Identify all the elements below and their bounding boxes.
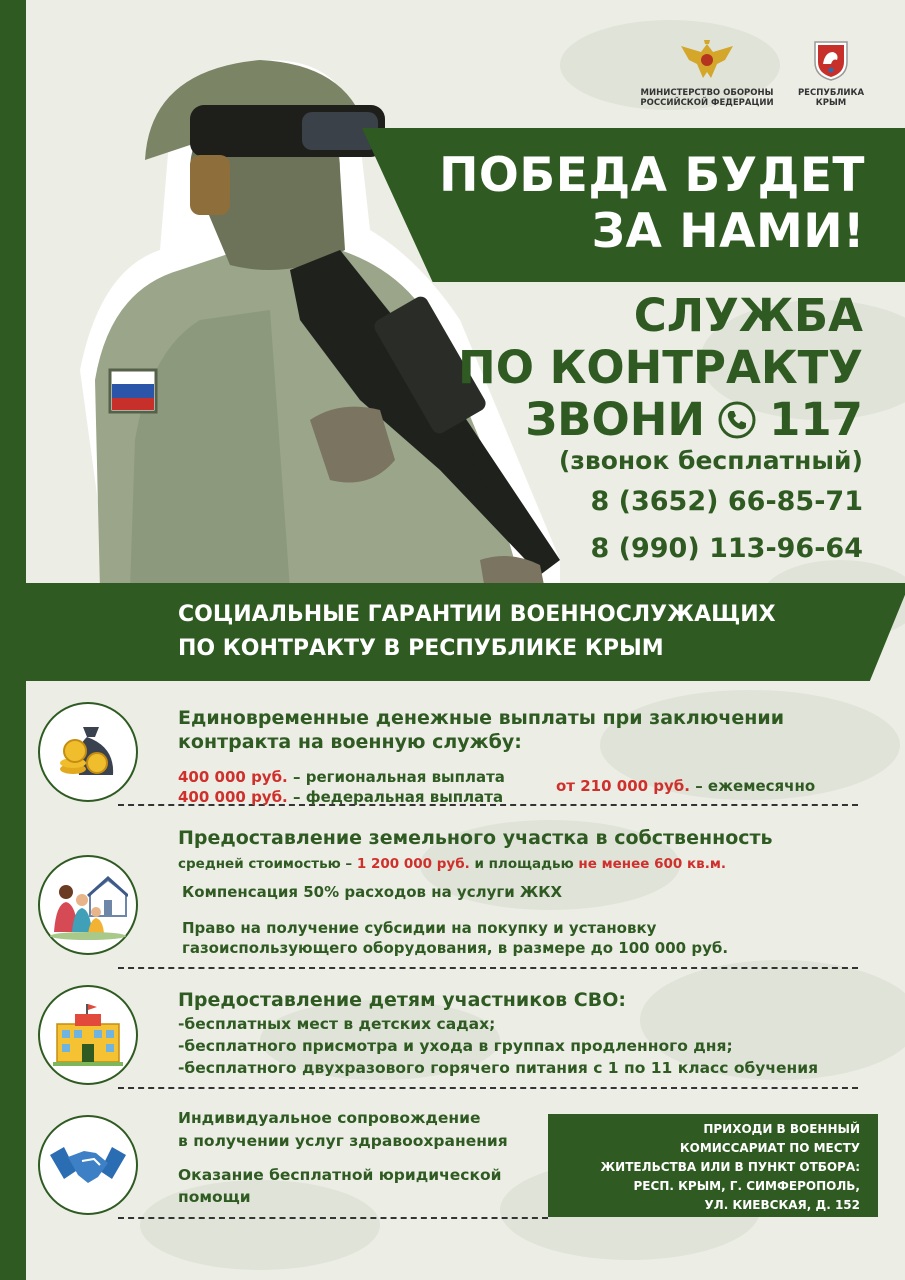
land-details [178,854,726,874]
phone-icon [717,400,757,440]
federal-amount: 400 000 руб. [178,788,288,806]
recruitment-office-box [548,1114,878,1217]
payments-title-line2: контракта на военную службу: [178,731,522,753]
headline-line1: ПОБЕДА БУДЕТ [439,148,865,203]
land-title: Предоставление земельного участка в собственность [178,827,773,849]
family-circle [38,855,138,955]
republic-crimea-logo [790,38,872,108]
children-item-3: -бесплатного двухразового горячего питания с 1 по 11 класс обучения [178,1059,819,1077]
ministry-of-defense-logo [632,38,782,108]
handshake-icon [48,1135,128,1195]
headline [385,148,865,260]
call-number: 117 [769,393,863,446]
call-word: ЗВОНИ [525,393,706,446]
free-call-note: (звонок бесплатный) [558,446,863,475]
separator-2 [118,967,858,969]
crimea-logo-line2: КРЫМ [815,98,847,108]
recruit-line3: ЖИТЕЛЬСТВА ИЛИ В ПУНКТ ОТБОРА: [600,1160,860,1174]
service-line2: ПО КОНТРАКТУ [458,341,863,394]
double-headed-eagle-icon [677,38,737,82]
federal-label: – федеральная выплата [287,788,504,806]
gas-subsidy-line1: Право на получение субсидии на покупку и установку [182,919,657,937]
land-area-prefix: и площадью [469,856,579,872]
recruit-line2: КОМИССАРИАТ ПО МЕСТУ [679,1141,860,1155]
phone-number-2: 8 (990) 113-96-64 [590,533,863,564]
recruit-line5: УЛ. КИЕВСКАЯ, Д. 152 [704,1198,860,1212]
guarantees-title-line1: СОЦИАЛЬНЫЕ ГАРАНТИИ ВОЕННОСЛУЖАЩИХ [178,602,776,627]
legal-help-line1: Оказание бесплатной юридической [178,1166,502,1184]
guarantees-title-line2: ПО КОНТРАКТУ В РЕСПУБЛИКЕ КРЫМ [178,636,664,661]
children-item-2: -бесплатного присмотра и ухода в группах продленного дня; [178,1037,733,1055]
monthly-label: – ежемесячно [689,777,816,795]
family-house-icon [48,870,128,940]
mod-logo-line1: МИНИСТЕРСТВО ОБОРОНЫ [640,88,774,98]
separator-4 [118,1217,548,1219]
regional-label: – региональная выплата [287,768,505,786]
land-cost-value: 1 200 000 руб. [356,856,470,872]
healthcare-line1: Индивидуальное сопровождение [178,1109,481,1127]
payments-title-line1: Единовременные денежные выплаты при заключении [178,707,785,729]
monthly-payment [556,776,815,796]
regional-payment [178,767,505,787]
gas-subsidy-line2: газоиспользующего оборудования, в размере до 100 000 руб. [182,939,729,957]
children-item-1: -бесплатных мест в детских садах; [178,1015,496,1033]
monthly-amount: от 210 000 руб. [556,777,690,795]
left-green-stripe [0,0,26,1280]
housing-compensation: Компенсация 50% расходов на услуги ЖКХ [182,883,563,901]
headline-line2: ЗА НАМИ! [591,204,865,259]
land-cost-prefix: средней стоимостью – [178,856,357,872]
service-line1: СЛУЖБА [633,289,863,342]
call-row [443,394,863,446]
school-circle [38,985,138,1085]
separator-3 [118,1087,858,1089]
phone-number-1: 8 (3652) 66-85-71 [590,486,863,517]
regional-amount: 400 000 руб. [178,768,288,786]
handshake-circle [38,1115,138,1215]
legal-help-line2: помощи [178,1188,251,1206]
recruit-line1: ПРИХОДИ В ВОЕННЫЙ [703,1122,860,1136]
money-bag-circle [38,702,138,802]
land-area-value: не менее 600 кв.м. [578,856,726,872]
school-building-icon [53,1004,123,1066]
money-bag-icon [53,717,123,787]
payments-title [178,706,784,754]
federal-payment [178,787,503,807]
crimea-coat-of-arms-icon [811,38,851,82]
recruit-line4: РЕСП. КРЫМ, Г. СИМФЕРОПОЛЬ, [633,1179,860,1193]
children-title: Предоставление детям участников СВО: [178,989,626,1011]
contract-service-block [443,290,863,446]
guarantees-title [178,598,776,666]
crimea-logo-line1: РЕСПУБЛИКА [797,88,865,98]
mod-logo-line2: РОССИЙСКОЙ ФЕДЕРАЦИИ [640,98,774,108]
healthcare-line2: в получении услуг здравоохранения [178,1132,508,1150]
